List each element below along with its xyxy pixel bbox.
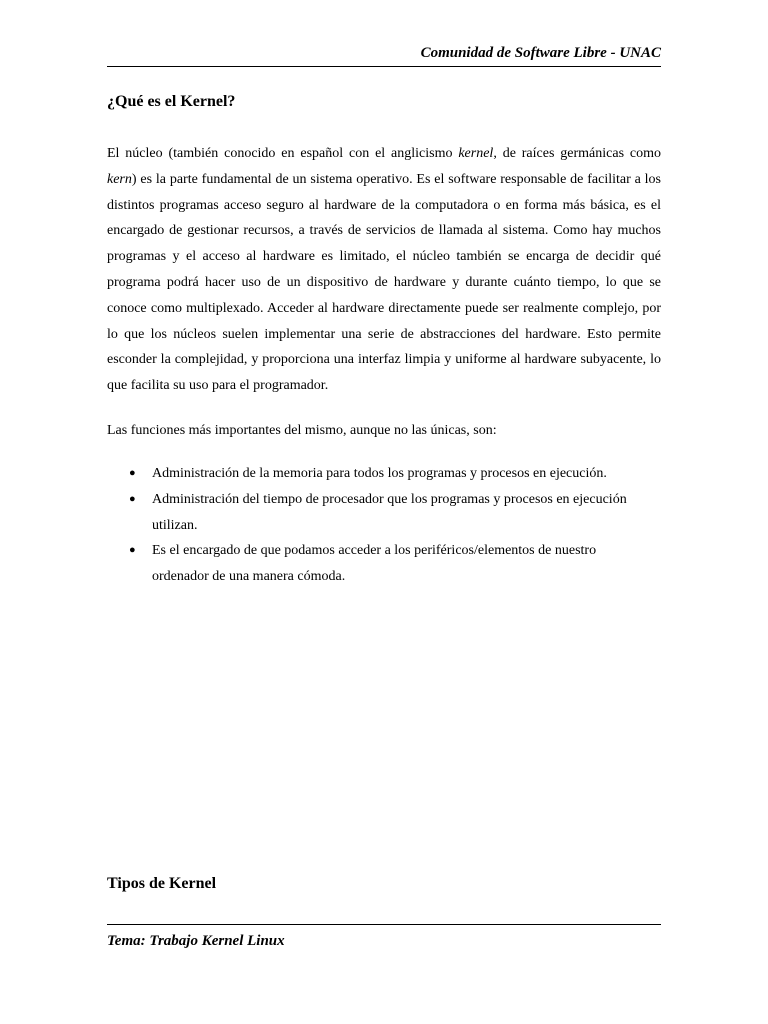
kernel-term: kernel: [458, 146, 494, 161]
kern-term: kern: [107, 171, 132, 187]
list-item: [107, 538, 661, 590]
bullet-icon: ●: [129, 467, 136, 479]
intro-paragraph: [107, 141, 661, 399]
list-item-text: Administración de la memoria para todos los programas y procesos en ejecución.: [152, 466, 607, 481]
page-header: Comunidad de Software Libre - UNAC: [420, 45, 661, 61]
section-heading-tipos-de-kernel: Tipos de Kernel: [107, 875, 217, 892]
bullet-icon: ●: [129, 544, 136, 557]
header-divider: [107, 66, 661, 67]
footer-divider: [107, 924, 661, 925]
functions-list: [107, 461, 661, 590]
page-footer: Tema: Trabajo Kernel Linux: [107, 933, 285, 949]
intro-text-part-2: , de raíces germánicas como: [493, 146, 661, 161]
intro-text-part-1: El núcleo (también conocido en español con el anglicismo: [107, 146, 459, 161]
list-item: [107, 487, 661, 539]
bullet-icon: ●: [129, 492, 136, 505]
list-item: [107, 461, 661, 487]
functions-intro: Las funciones más importantes del mismo, aunque no las únicas, son:: [107, 423, 497, 438]
intro-text-part-3: ) es la parte fundamental de un sistema operativo. Es el software responsable de facilitar a los distintos programas acceso seguro al hardware de la computadora o en forma más básica, es el encargado de gestionar recursos, a través de servicios de llamada al sistema. Como hay muchos programas y el acceso al hardware es limitado, el núcleo también se encarga de decidir qué programa podrá hacer uso de un dispositivo de hardware y durante cuánto tiempo, lo que se conoce como multiplexado. Acceder al hardware directamente puede ser realmente complejo, por lo que los núcleos suelen implementar una serie de abstracciones del hardware. Esto permite esconder la complejidad, y proporciona una interfaz limpia y uniforme al hardware subyacente, lo que facilita su uso para el programador.: [107, 171, 661, 394]
list-item-text: Es el encargado de que podamos acceder a los periféricos/elementos de nuestro ordenador de una manera cómoda.: [152, 543, 597, 585]
list-item-text: Administración del tiempo de procesador que los programas y procesos en ejecución utilizan.: [152, 491, 627, 533]
section-heading-que-es-kernel: ¿Qué es el Kernel?: [107, 93, 236, 110]
